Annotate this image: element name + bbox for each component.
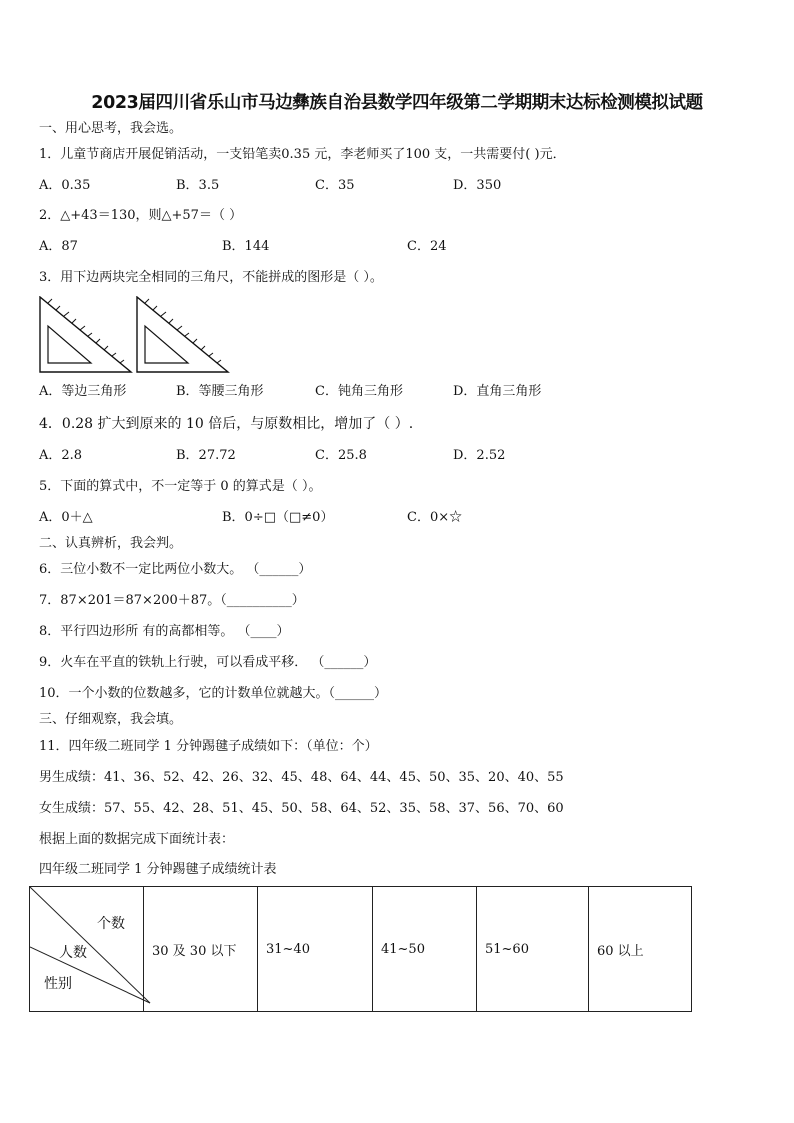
- q3-option-a: A．等边三角形: [39, 384, 127, 399]
- column-header: 31~40: [258, 887, 373, 1012]
- q1-option-c: C．35: [315, 178, 355, 193]
- q3-option-b: B．等腰三角形: [176, 384, 264, 399]
- judge-item-6: 6．三位小数不一定比两位小数大。 （______）: [39, 562, 312, 577]
- column-header: 60 以上: [589, 887, 692, 1012]
- q2-option-b: B．144: [222, 239, 270, 254]
- diagonal-header-cell: [30, 887, 144, 1012]
- page-title: 2023届四川省乐山市马边彝族自治县数学四年级第二学期期末达标检测模拟试题: [91, 93, 703, 113]
- q1-option-a: A．0.35: [39, 178, 91, 193]
- judge-item-10: 10．一个小数的位数越多，它的计数单位就越大。（______）: [39, 686, 388, 701]
- q3-option-d: D．直角三角形: [453, 384, 542, 399]
- q4-option-c: C．25.8: [315, 448, 367, 463]
- q2-option-a: A．87: [39, 239, 78, 254]
- q5-option-c: C．0×☆: [407, 510, 463, 525]
- judge-item-8: 8．平行四边形所 有的高都相等。 （____）: [39, 624, 290, 639]
- q3-option-c: C．钝角三角形: [315, 384, 403, 399]
- q5-option-b: B．0÷□（□≠0）: [222, 510, 334, 525]
- header-label-people: 人数: [59, 945, 87, 961]
- question-2: 2．△+43＝130，则△+57＝（ ）: [39, 208, 243, 223]
- q2-option-c: C．24: [407, 239, 447, 254]
- q5-option-a: A．0＋△: [39, 510, 93, 525]
- question-3: 3．用下边两块完全相同的三角尺，不能拼成的图形是（ ）。: [39, 270, 383, 285]
- question-11: 11．四年级二班同学 1 分钟踢毽子成绩如下：（单位：个）: [39, 739, 378, 754]
- table-instruction: 根据上面的数据完成下面统计表：: [39, 832, 235, 847]
- q4-option-a: A．2.8: [39, 448, 83, 463]
- judge-item-7: 7．87×201＝87×200＋87。（__________）: [39, 593, 305, 608]
- q4-option-b: B．27.72: [176, 448, 236, 463]
- column-header: 41~50: [373, 887, 477, 1012]
- column-header: 30 及 30 以下: [144, 887, 258, 1012]
- header-label-count: 个数: [97, 916, 125, 932]
- question-1: 1．儿童节商店开展促销活动，一支铅笔卖0.35 元，李老师买了100 支，一共需要付( )元．: [39, 147, 566, 162]
- section-heading-choice: 一、用心思考，我会选。: [39, 121, 183, 136]
- boys-scores: 男生成绩：41、36、52、42、26、32、45、48、64、44、45、50、35、20、40、55: [39, 770, 564, 785]
- set-square-figure-2: [136, 296, 230, 374]
- set-square-figure-1: [39, 296, 133, 374]
- header-label-gender: 性别: [44, 976, 72, 992]
- question-5: 5．下面的算式中，不一定等于 0 的算式是（ ）。: [39, 479, 322, 494]
- q1-option-d: D．350: [453, 178, 502, 193]
- q1-option-b: B．3.5: [176, 178, 220, 193]
- table-header-row: [30, 887, 692, 1012]
- question-4: 4．0.28 扩大到原来的 10 倍后，与原数相比，增加了（ ）.: [39, 416, 414, 432]
- q4-option-d: D．2.52: [453, 448, 506, 463]
- column-header: 51~60: [477, 887, 589, 1012]
- judge-item-9: 9．火车在平直的铁轨上行驶，可以看成平移． （______）: [39, 655, 377, 670]
- section-heading-judge: 二、认真辨析，我会判。: [39, 536, 183, 551]
- table-caption: 四年级二班同学 1 分钟踢毽子成绩统计表: [39, 862, 277, 877]
- girls-scores: 女生成绩：57、55、42、28、51、45、50、58、64、52、35、58、37、56、70、60: [39, 801, 564, 816]
- section-heading-fill: 三、仔细观察，我会填。: [39, 712, 183, 727]
- stats-table: [29, 886, 692, 1012]
